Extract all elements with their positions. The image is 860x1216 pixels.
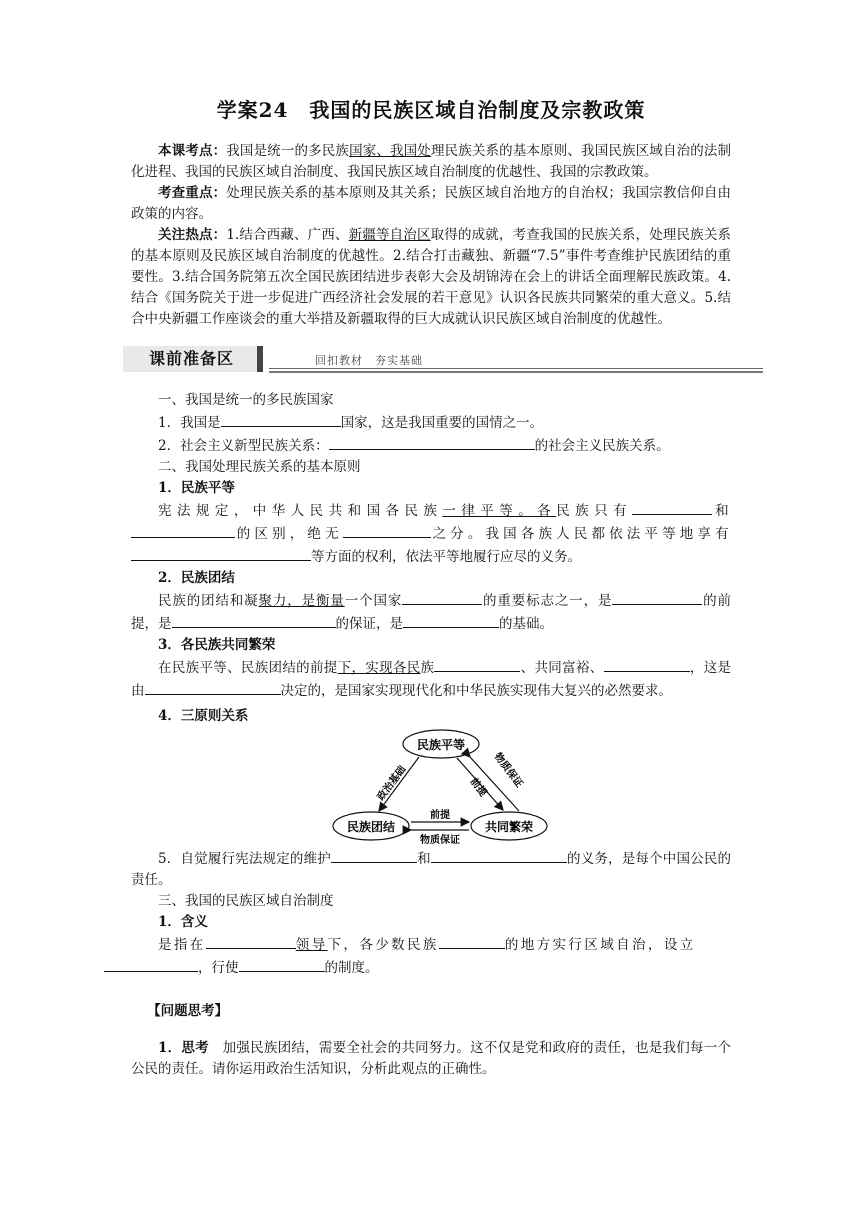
s2-p5-text-c: 的义务，是每个中国公民的责任。 — [131, 851, 732, 888]
kaodian-text-underlined: 国家、我国处 — [349, 143, 431, 159]
node-prosperity-label: 共同繁荣 — [484, 820, 534, 834]
blank[interactable] — [104, 956, 198, 972]
redian-text-a: 1.结合西藏、广西、 — [226, 227, 349, 243]
s3-p1-underlined: 领导 — [295, 937, 328, 953]
blank[interactable] — [403, 612, 499, 628]
edge-label-political-basis: 政治基础 — [375, 764, 409, 803]
blank[interactable] — [431, 847, 567, 863]
s2-p5-text-a: 5．自觉履行宪法规定的维护 — [158, 851, 331, 867]
banner-rule-thick — [269, 371, 763, 373]
s1-heading: 一、我国是统一的多民族国家 — [158, 392, 334, 408]
zhongdian-label: 考查重点： — [158, 185, 227, 201]
s2-p1-text-f: 等方面的权利，依法平等地履行应尽的义务。 — [311, 549, 581, 565]
blank[interactable] — [402, 589, 482, 605]
s2-p3-text-c: 、共同富裕、 — [520, 660, 604, 676]
s3-p1-title: 1．含义 — [158, 914, 208, 930]
s2-p2-text-b: 一个国家 — [344, 593, 403, 609]
document-page — [131, 100, 731, 1080]
s2-p1 — [131, 499, 731, 568]
banner-label: 课前准备区 — [123, 346, 263, 372]
s2-p2-text-e: 的保证，是 — [335, 616, 403, 632]
s2-p2 — [131, 589, 731, 635]
blank[interactable] — [172, 612, 336, 628]
edge-label-premise-right: 前提 — [467, 776, 489, 799]
think-heading: 【问题思考】 — [147, 1003, 229, 1019]
s2-p2-underlined: 聚力，是衡量 — [258, 593, 345, 609]
s2-p3-text-a: 在民族平等、民族团结的前提 — [158, 660, 338, 676]
s2-p2-text-f: 的基础。 — [499, 616, 553, 632]
s3-p1-text-d: ，行使 — [198, 960, 239, 976]
blank[interactable] — [604, 656, 690, 672]
blank[interactable] — [206, 933, 296, 949]
s2-p4-title: 4．三原则关系 — [158, 708, 249, 724]
banner-subtitle: 回扣教材 夯实基础 — [315, 354, 423, 367]
blank[interactable] — [131, 522, 235, 538]
principles-diagram — [131, 727, 731, 847]
blank[interactable] — [331, 847, 417, 863]
principles-diagram-svg — [131, 727, 731, 847]
blank[interactable] — [343, 522, 431, 538]
blank[interactable] — [632, 499, 712, 515]
think-question — [131, 1038, 731, 1080]
page-title: 学案24 我国的民族区域自治制度及宗教政策 — [216, 98, 646, 122]
think-text: 加强民族团结，需要全社会的共同努力。这不仅是党和政府的责任，也是我们每一个公民的责任。请你运用政治生活知识，分析此观点的正确性。 — [131, 1040, 731, 1077]
s1-line1 — [131, 411, 731, 434]
intro-redian — [131, 225, 731, 330]
intro-kaodian — [131, 141, 731, 183]
s3-p1-text-e: 的制度。 — [324, 960, 379, 976]
zhongdian-text: 处理民族关系的基本原则及其关系；民族区域自治地方的自治权；我国宗教信仰自由政策的内容。 — [131, 185, 732, 222]
s2-p1-text-b: 民族只有 — [556, 503, 633, 519]
s2-p2-title: 2．民族团结 — [158, 570, 235, 586]
s2-p3 — [131, 656, 731, 702]
redian-label: 关注热点： — [158, 227, 227, 243]
s3-p1-text-b: 下，各少数民族 — [327, 937, 439, 953]
blank[interactable] — [439, 933, 505, 949]
blank[interactable] — [612, 589, 702, 605]
section-banner — [123, 346, 763, 376]
blank[interactable] — [145, 679, 281, 695]
edge-label-material-bottom: 物质保证 — [420, 835, 460, 846]
redian-text-b: 取得的成就，考查我国的民族关系，处理民族关系的基本原则及民族区域自治制度的优越性。2.结合打击藏独、新疆“7.5”事件考查维护民族团结的重要性。3.结合国务院第五次全国民族团结进步表彰大会及胡锦涛在会上的讲话全面理解民族政策。4.结合《国务院关于进一步促进广西经济社会发展的若干意见》认识各民族共同繁荣的重大意义。5.结合中央新疆工作座谈会的重大举措及新疆取得的巨大成就认识民族区域自治制度的优越性。 — [131, 227, 732, 327]
kaodian-text-b: 理民族关系的基本原则、我国民族区域自治的法制化进程、我国的民族区域自治制度、我国民族区域自治制度的优越性、我国的宗教政策。 — [131, 143, 732, 180]
s2-heading: 二、我国处理民族关系的基本原则 — [158, 459, 361, 475]
kaodian-label: 本课考点： — [158, 143, 227, 159]
s2-p3-underlined: 下，实现各民 — [337, 660, 421, 676]
think-label: 1．思考 — [158, 1040, 209, 1056]
blank[interactable] — [131, 545, 311, 561]
s2-p1-underlined: 一律平等。各 — [442, 503, 557, 519]
edge-label-premise-bottom: 前提 — [430, 810, 450, 821]
s2-p3-title: 3．各民族共同繁荣 — [158, 637, 276, 653]
kaodian-text-a: 我国是统一的多民族 — [226, 143, 350, 159]
node-equality-label: 民族平等 — [416, 738, 466, 752]
s2-p2-text-a: 民族的团结和凝 — [158, 593, 259, 609]
s1-l2-text-b: 的社会主义民族关系。 — [534, 438, 670, 454]
s2-p2-text-c: 的重要标志之一，是 — [482, 593, 613, 609]
s1-l1-text-a: 1．我国是 — [158, 415, 221, 431]
s3-p1-text-a: 是指在 — [158, 937, 206, 953]
node-unity-label: 民族团结 — [346, 820, 396, 834]
s2-p1-text-d: 的区别，绝无 — [235, 526, 343, 542]
s1-l1-text-b: 国家，这是我国重要的国情之一。 — [340, 415, 544, 431]
s3-p1 — [131, 933, 731, 979]
s2-p3-text-b: 族 — [420, 660, 435, 676]
s3-p1-text-c: 的地方实行区域自治，设立 — [504, 937, 696, 953]
blank[interactable] — [239, 956, 325, 972]
blank[interactable] — [329, 434, 535, 450]
s2-p1-title: 1．民族平等 — [158, 480, 235, 496]
blank[interactable] — [434, 656, 520, 672]
redian-text-underlined: 新疆等自治区 — [348, 227, 431, 243]
s3-heading: 三、我国的民族区域自治制度 — [158, 893, 334, 909]
s1-l2-text-a: 2．社会主义新型民族关系： — [158, 438, 329, 454]
s2-p5 — [131, 847, 731, 891]
blank[interactable] — [221, 411, 341, 427]
s2-p3-text-d: ，这是由 — [131, 660, 732, 699]
s2-p5-text-b: 和 — [416, 851, 431, 867]
s1-line2 — [131, 434, 731, 457]
edge-label-material-right: 物质保证 — [491, 751, 525, 790]
s2-p3-text-e: 决定的，是国家实现现代化和中华民族实现伟大复兴的必然要求。 — [280, 683, 672, 699]
s2-p1-text-a: 宪法规定，中华人民共和国各民族 — [158, 503, 443, 519]
s2-p1-text-e: 之分。我国各族人民都依法平等地享有 — [430, 526, 731, 542]
s2-p1-text-c: 和 — [712, 503, 731, 519]
intro-zhongdian — [131, 183, 731, 225]
s2-p2-text-d: 的前提，是 — [131, 593, 732, 632]
